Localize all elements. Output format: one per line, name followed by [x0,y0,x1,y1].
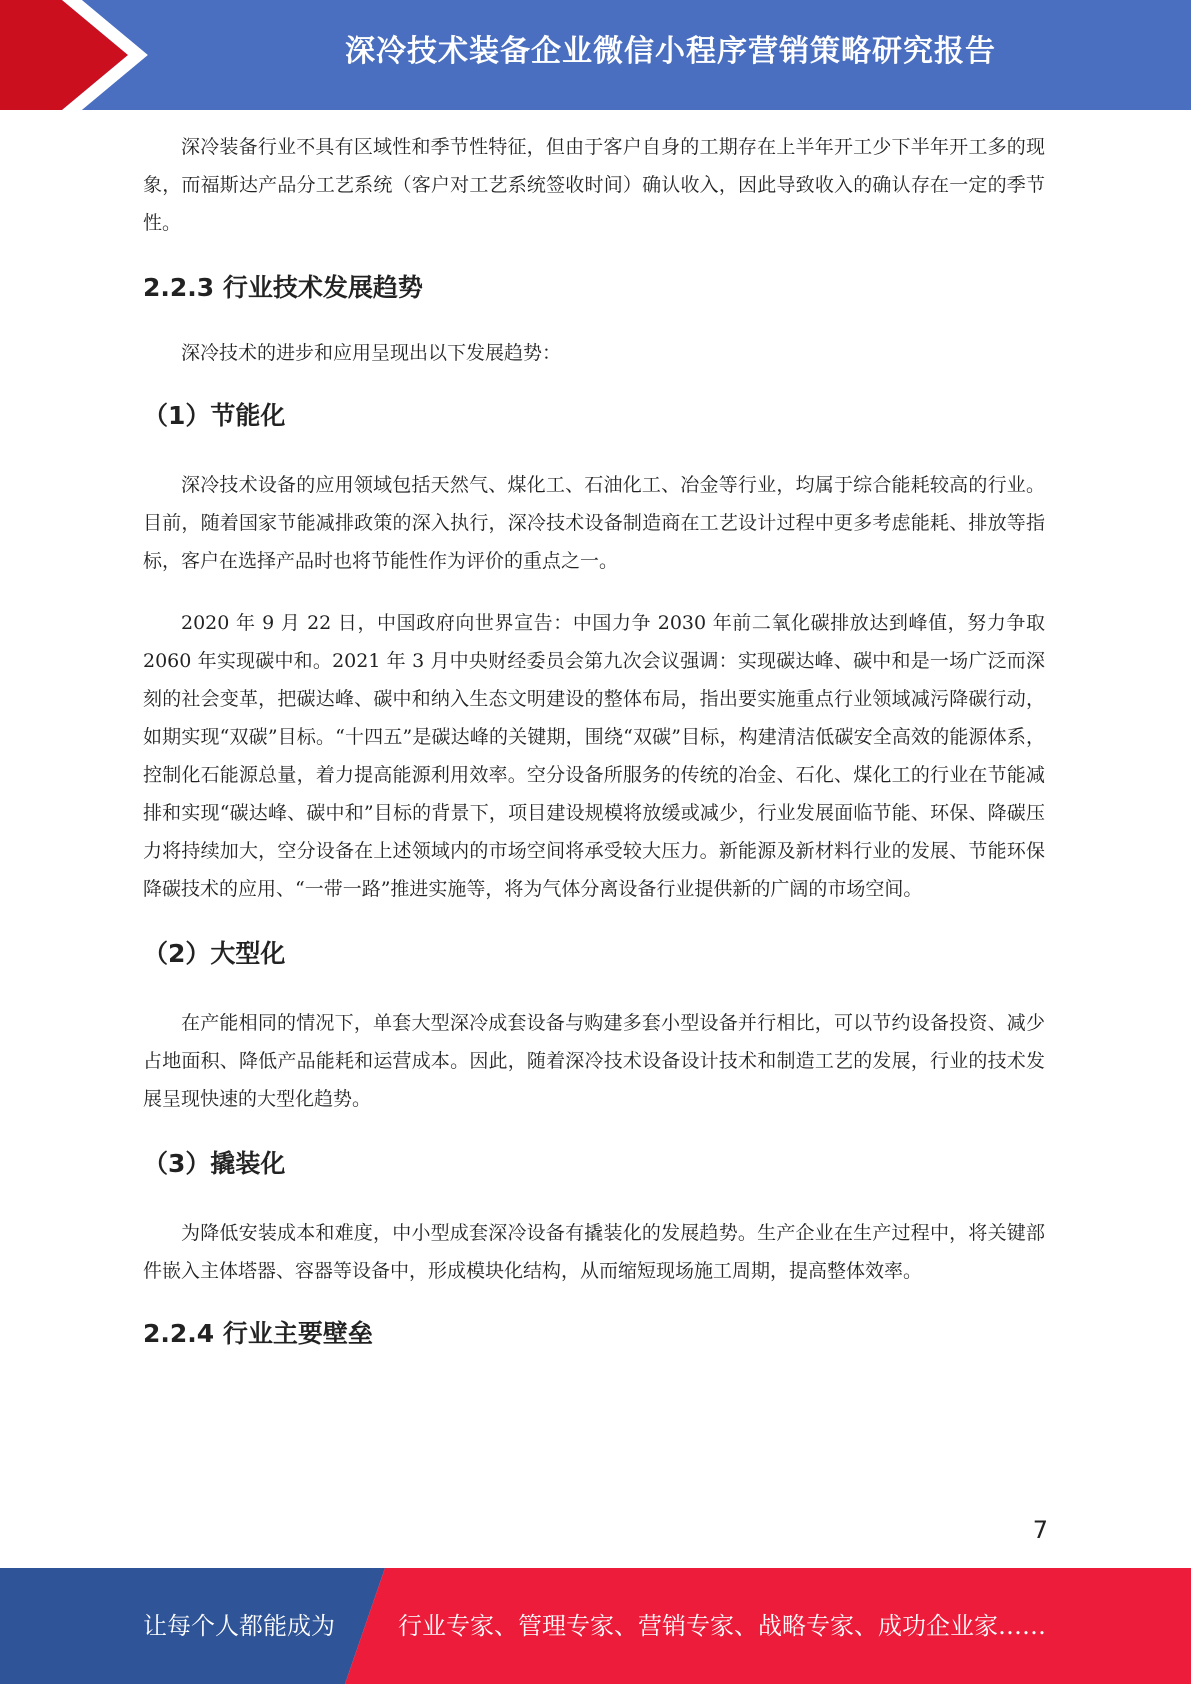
footer-banner [0,1568,1191,1684]
header-chevron-decoration [0,0,150,110]
paragraph-large-scale: 在产能相同的情况下，单套大型深冷成套设备与购建多套小型设备并行相比，可以节约设备投资、减少占地面积、降低产品能耗和运营成本。因此，随着深冷技术设备设计技术和制造工艺的发展，行业的技术发展呈现快速的大型化趋势。 [143,1012,1045,1110]
subheading-energy-saving: （1）节能化 [143,401,286,430]
subheading-skid-mounted: （3）撬装化 [143,1149,286,1178]
page-number: 7 [1032,1516,1048,1544]
page-content [143,128,1045,1354]
paragraph-trends-intro: 深冷技术的进步和应用呈现出以下发展趋势： [181,342,562,364]
paragraph-carbon-goals: 2020 年 9 月 22 日，中国政府向世界宣告：中国力争 2030 年前二氧化碳排放达到峰值，努力争取 2060 年实现碳中和。2021 年 3 月中央财经委员会第九次会议强调：实现碳达峰、碳中和是一场广泛而深刻的社会变革，把碳达峰、碳中和纳入生态文明建设的整体布局，指出要实施重点行业领域减污降碳行动，如期实现“双碳”目标。“十四五”是碳达峰的关键期，围绕“双碳”目标，构建清洁低碳安全高效的能源体系，控制化石能源总量，着力提高能源利用效率。空分设备所服务的传统的冶金、石化、煤化工的行业在节能减排和实现“碳达峰、碳中和”目标的背景下，项目建设规模将放缓或减少，行业发展面临节能、环保、降碳压力将持续加大，空分设备在上述领域内的市场空间将承受较大压力。新能源及新材料行业的发展、节能环保降碳技术的应用、“一带一路”推进实施等，将为气体分离设备行业提供新的广阔的市场空间。 [143,612,1045,900]
paragraph-energy-saving: 深冷技术设备的应用领域包括天然气、煤化工、石油化工、冶金等行业，均属于综合能耗较高的行业。目前，随着国家节能减排政策的深入执行，深冷技术设备制造商在工艺设计过程中更多考虑能耗、排放等指标，客户在选择产品时也将节能性作为评价的重点之一。 [143,474,1045,572]
paragraph-skid-mounted: 为降低安装成本和难度，中小型成套深冷设备有撬装化的发展趋势。生产企业在生产过程中，将关键部件嵌入主体塔器、容器等设备中，形成模块化结构，从而缩短现场施工周期，提高整体效率。 [143,1222,1045,1282]
header-banner [0,0,1191,110]
document-title: 深冷技术装备企业微信小程序营销策略研究报告 [345,34,996,69]
subheading-large-scale: （2）大型化 [143,939,286,968]
paragraph-seasonality: 深冷装备行业不具有区域性和季节性特征，但由于客户自身的工期存在上半年开工少下半年开工多的现象，而福斯达产品分工艺系统（客户对工艺系统签收时间）确认收入，因此导致收入的确认存在一定的季节性。 [143,136,1045,234]
footer-slogan-left: 让每个人都能成为 [143,1612,335,1640]
section-heading-2-2-3: 2.2.3 行业技术发展趋势 [143,273,423,302]
footer-slogan-right: 行业专家、管理专家、营销专家、战略专家、成功企业家…… [398,1612,1046,1640]
section-heading-2-2-4: 2.2.4 行业主要壁垒 [143,1319,373,1348]
